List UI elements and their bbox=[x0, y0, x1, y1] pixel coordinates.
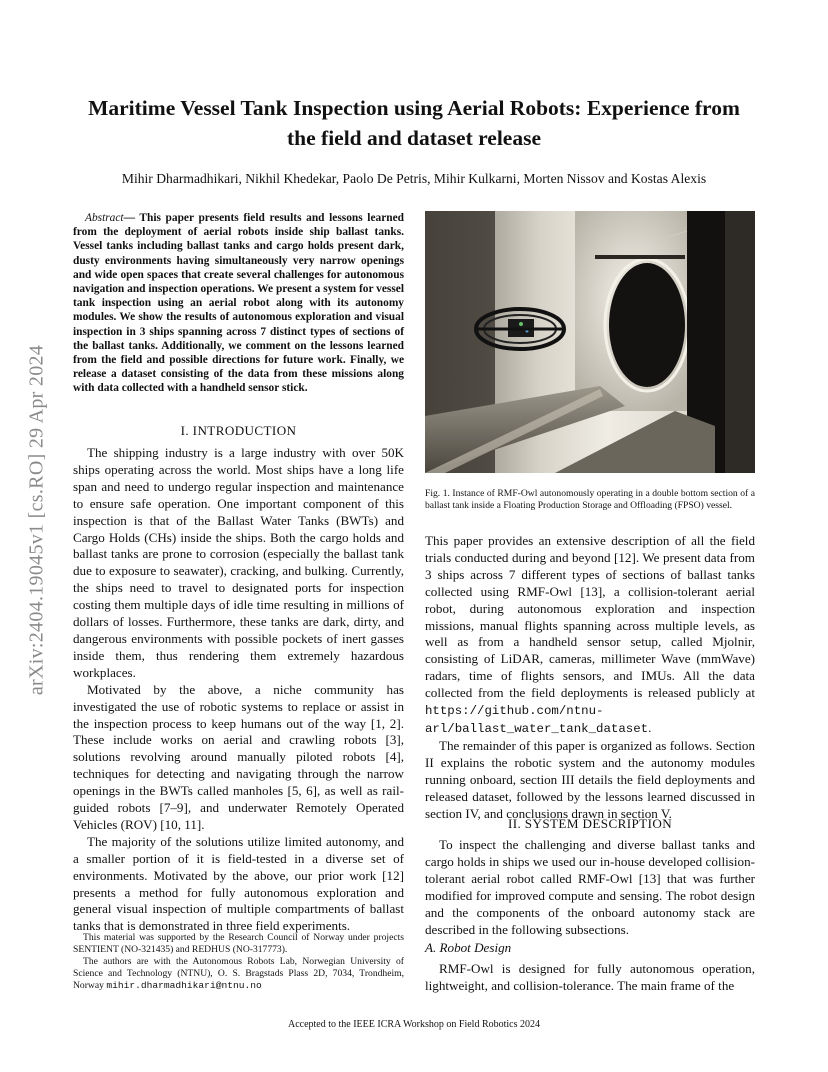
abstract bbox=[73, 211, 404, 396]
title-line-2: the field and dataset release bbox=[287, 126, 541, 150]
arxiv-stamp: arXiv:2404.19045v1 [cs.RO] 29 Apr 2024 bbox=[25, 344, 48, 696]
robot-design-body bbox=[425, 961, 755, 995]
funding-footnote: This material was supported by the Research Council of Norway under projects SENTIENT (NO-321435) and REDHUS (NO-317773). bbox=[73, 932, 404, 955]
system-description-body bbox=[425, 837, 755, 938]
affiliation-footnote bbox=[73, 956, 404, 992]
section-heading-system-description: II. SYSTEM DESCRIPTION bbox=[507, 816, 673, 831]
paper-title bbox=[60, 93, 768, 153]
intro-paragraph-2: Motivated by the above, a niche community has investigated the use of robotic systems to replace or assist in the inspection process to keep humans out of the way [1, 2]. These include works on aerial and crawling robots [3], solutions revolving around manually piloted robots [4], techniques for detecting and navigating through the narrow openings in the BWTs called manholes [5, 6], as well as rail-guided robots [7–9], and underwater Remotely Operated Vehicles (ROV) [10, 11]. bbox=[73, 681, 404, 832]
ballast-tank-photo-illustration bbox=[425, 211, 755, 473]
abstract-label: Abstract bbox=[85, 212, 124, 224]
affiliation-text: The authors are with the Autonomous Robots Lab, Norwegian University of Science and Technology (NTNU), O. S. Bragstads Plass 2D, 7034, Trondheim, Norway bbox=[73, 955, 404, 991]
page-footer: Accepted to the IEEE ICRA Workshop on Field Robotics 2024 bbox=[287, 1019, 541, 1030]
abstract-text: — This paper presents field results and lessons learned from the deployment of aerial robots inside ship ballast tanks. Vessel tanks including ballast tanks and cargo holds present dark, dusty environments having simultaneously very narrow openings and wide open spaces that create several challenges for autonomous navigation and inspection operations. We present a system for vessel tank inspection using an aerial robot along with its autonomy modules. We show the results of autonomous exploration and visual inspection in 3 ships spanning across 7 distinct types of sections of the ballast tanks. Additionally, we comment on the lessons learned from the field and possible directions for future work. Finally, we release a dataset consisting of the data from these missions along with data collected with a handheld sensor stick. bbox=[73, 212, 404, 395]
intro-paragraph-3: The majority of the solutions utilize limited autonomy, and a smaller portion of it is field-tested in a diverse set of environments. Motivated by the above, our prior work [12] presents a method for fully autonomous exploration and general visual inspection of multiple compartments of ballast tanks that is demonstrated in three field experiments. bbox=[73, 833, 404, 934]
organization-paragraph: The remainder of this paper is organized as follows. Section II explains the robotic system and the autonomy modules running onboard, section III details the field deployments and released dataset, followed by the lessons learned discussed in section IV, and conclusions drawn in section V. bbox=[425, 737, 755, 821]
system-paragraph-1: To inspect the challenging and diverse ballast tanks and cargo holds in ships we used our in-house developed collision-tolerant aerial robot called RMF-Owl [13] that was further modified for improved compute and sensing. The robot design and the components of the onboard autonomy stack are described in the following subsections. bbox=[425, 837, 755, 937]
title-line-1: Maritime Vessel Tank Inspection using Aerial Robots: Experience from bbox=[88, 96, 740, 120]
overview-paragraph: This paper provides an extensive description of all the field trials conducted during and beyond [12]. We present data from 3 ships across 7 different types of sections of ballast tanks collected using RMF-Owl [13], a collision-tolerant aerial robot, during autonomous exploration and inspection missions, manual flights spanning across multiple levels, as well as from a handheld sensor setup, called Mjolnir, consisting of LiDAR, cameras, millimeter Wave (mmWave) radars, time of flights sensors, and IMUs. All the data collected from the field deployments is released publicly at https://github.com/ntnu-arl/ballast_water_tank_dataset. bbox=[425, 533, 755, 736]
section-heading-introduction: I. INTRODUCTION bbox=[180, 423, 297, 438]
robot-design-paragraph-1: RMF-Owl is designed for fully autonomous operation, lightweight, and collision-tolerance. The main frame of the bbox=[425, 961, 755, 993]
intro-paragraph-1: The shipping industry is a large industry with over 50K ships operating across the world. Most ships have a long life span and need to undergo regular inspection and maintenance to ensure safe operation. One important component of this inspection is that of the Ballast Water Tanks (BWTs) and Cargo Holds (CHs) inside the ships. Both the cargo holds and ballast tanks are prone to corrosion (especially the ballast tank due to exposure to seawater), cracking, and bulking. Currently, the ships need to travel to designated ports for inspection costing them multiple days of idle time resulting in millions of dollars of losses. Furthermore, these tanks are dark, dirty, and dangerous environments with possible pockets of inert gasses inside them, thus rendering them extremely hazardous workplaces. bbox=[73, 445, 404, 680]
drone-icon bbox=[476, 309, 564, 349]
author-list: Mihir Dharmadhikari, Nikhil Khedekar, Paolo De Petris, Mihir Kulkarni, Morten Nissov and Kostas Alexis bbox=[121, 171, 707, 186]
figure-1-photo bbox=[425, 211, 755, 473]
right-column-intro bbox=[425, 533, 755, 822]
figure-1-caption: Fig. 1. Instance of RMF-Owl autonomously operating in a double bottom section of a ballast tank inside a Floating Production Storage and Offloading (FPSO) vessel. bbox=[425, 488, 755, 511]
dataset-link[interactable]: https://github.com/ntnu-arl/ballast_water_tank_dataset bbox=[425, 704, 649, 736]
author-email: mihir.dharmadhikari@ntnu.no bbox=[106, 979, 262, 991]
subsection-heading-robot-design: A. Robot Design bbox=[425, 940, 512, 955]
footnotes bbox=[73, 932, 404, 992]
overview-text: This paper provides an extensive description of all the field trials conducted during and beyond [12]. We present data from 3 ships across 7 different types of sections of ballast tanks collected using RMF-Owl [13], a collision-tolerant aerial robot, during autonomous exploration and inspection missions, manual flights spanning across multiple levels, as well as from a handheld sensor setup, called Mjolnir, consisting of LiDAR, cameras, millimeter Wave (mmWave) radars, time of flights sensors, and IMUs. All the data collected from the field deployments is released publicly at bbox=[425, 533, 755, 701]
introduction-body bbox=[73, 445, 404, 935]
